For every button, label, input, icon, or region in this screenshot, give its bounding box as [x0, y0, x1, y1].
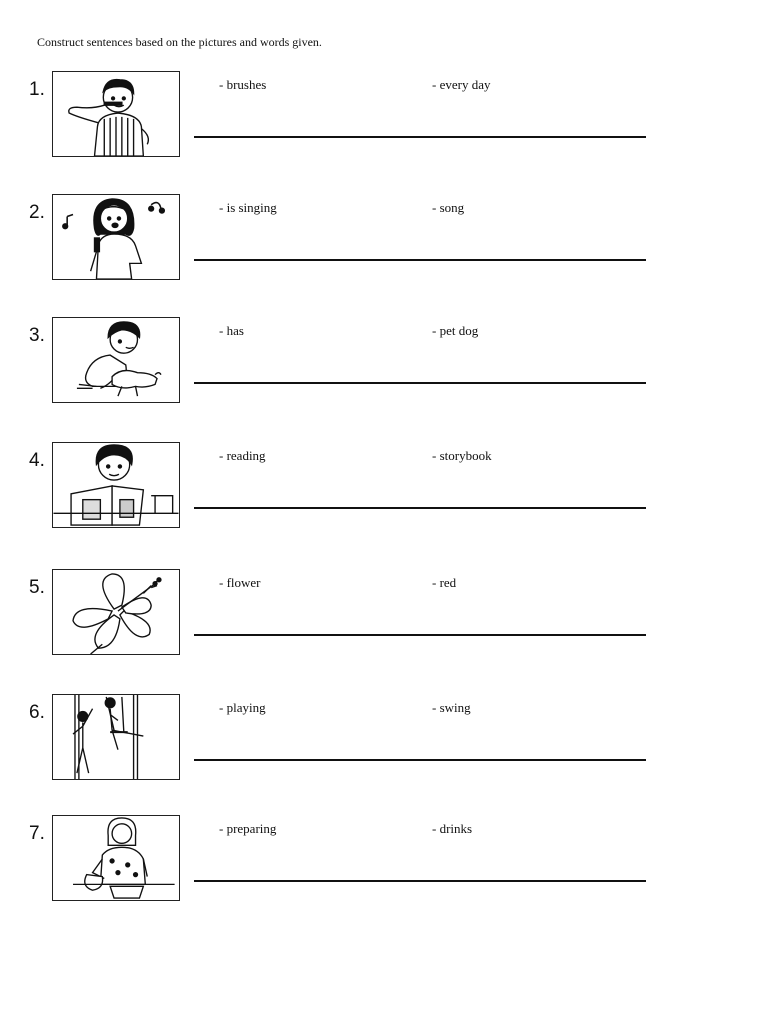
word-cue: - playing: [219, 700, 266, 715]
word-cue: - red: [432, 575, 457, 590]
answer-line[interactable]: [194, 880, 646, 882]
item-number: 2.: [29, 202, 45, 223]
item-number: 6.: [29, 702, 45, 723]
boy-reading-book-icon: [52, 442, 180, 528]
girl-singing-icon: [52, 194, 180, 280]
word-cue: - drinks: [432, 821, 473, 836]
woman-preparing-drinks-icon: [52, 815, 180, 901]
item-number: 5.: [29, 577, 45, 598]
answer-line[interactable]: [194, 136, 646, 138]
word-cue: - preparing: [219, 821, 277, 836]
word-cue: - has: [219, 323, 244, 338]
answer-line[interactable]: [194, 634, 646, 636]
word-cue: - is singing: [219, 200, 277, 215]
word-cue: - storybook: [432, 448, 492, 463]
exercise-item-5: [0, 569, 768, 659]
answer-line[interactable]: [194, 759, 646, 761]
item-number: 7.: [29, 823, 45, 844]
item-number: 3.: [29, 325, 45, 346]
hibiscus-flower-icon: [52, 569, 180, 655]
word-cue: - song: [432, 200, 465, 215]
word-cue: - flower: [219, 575, 261, 590]
worksheet-instruction: Construct sentences based on the pictures and words given.: [37, 35, 322, 49]
word-cue: - every day: [432, 77, 491, 92]
boy-brushing-teeth-icon: [52, 71, 180, 157]
exercise-item-4: [0, 442, 768, 532]
word-cue: - pet dog: [432, 323, 479, 338]
item-number: 4.: [29, 450, 45, 471]
exercise-item-3: [0, 317, 768, 407]
answer-line[interactable]: [194, 382, 646, 384]
item-number: 1.: [29, 79, 45, 100]
answer-line[interactable]: [194, 507, 646, 509]
word-cue: - brushes: [219, 77, 267, 92]
exercise-item-1: [0, 71, 768, 161]
word-cue: - reading: [219, 448, 266, 463]
children-on-swing-icon: [52, 694, 180, 780]
answer-line[interactable]: [194, 259, 646, 261]
exercise-item-2: [0, 194, 768, 284]
word-cue: - swing: [432, 700, 471, 715]
exercise-item-6: [0, 694, 768, 784]
exercise-item-7: [0, 815, 768, 905]
boy-with-dog-icon: [52, 317, 180, 403]
